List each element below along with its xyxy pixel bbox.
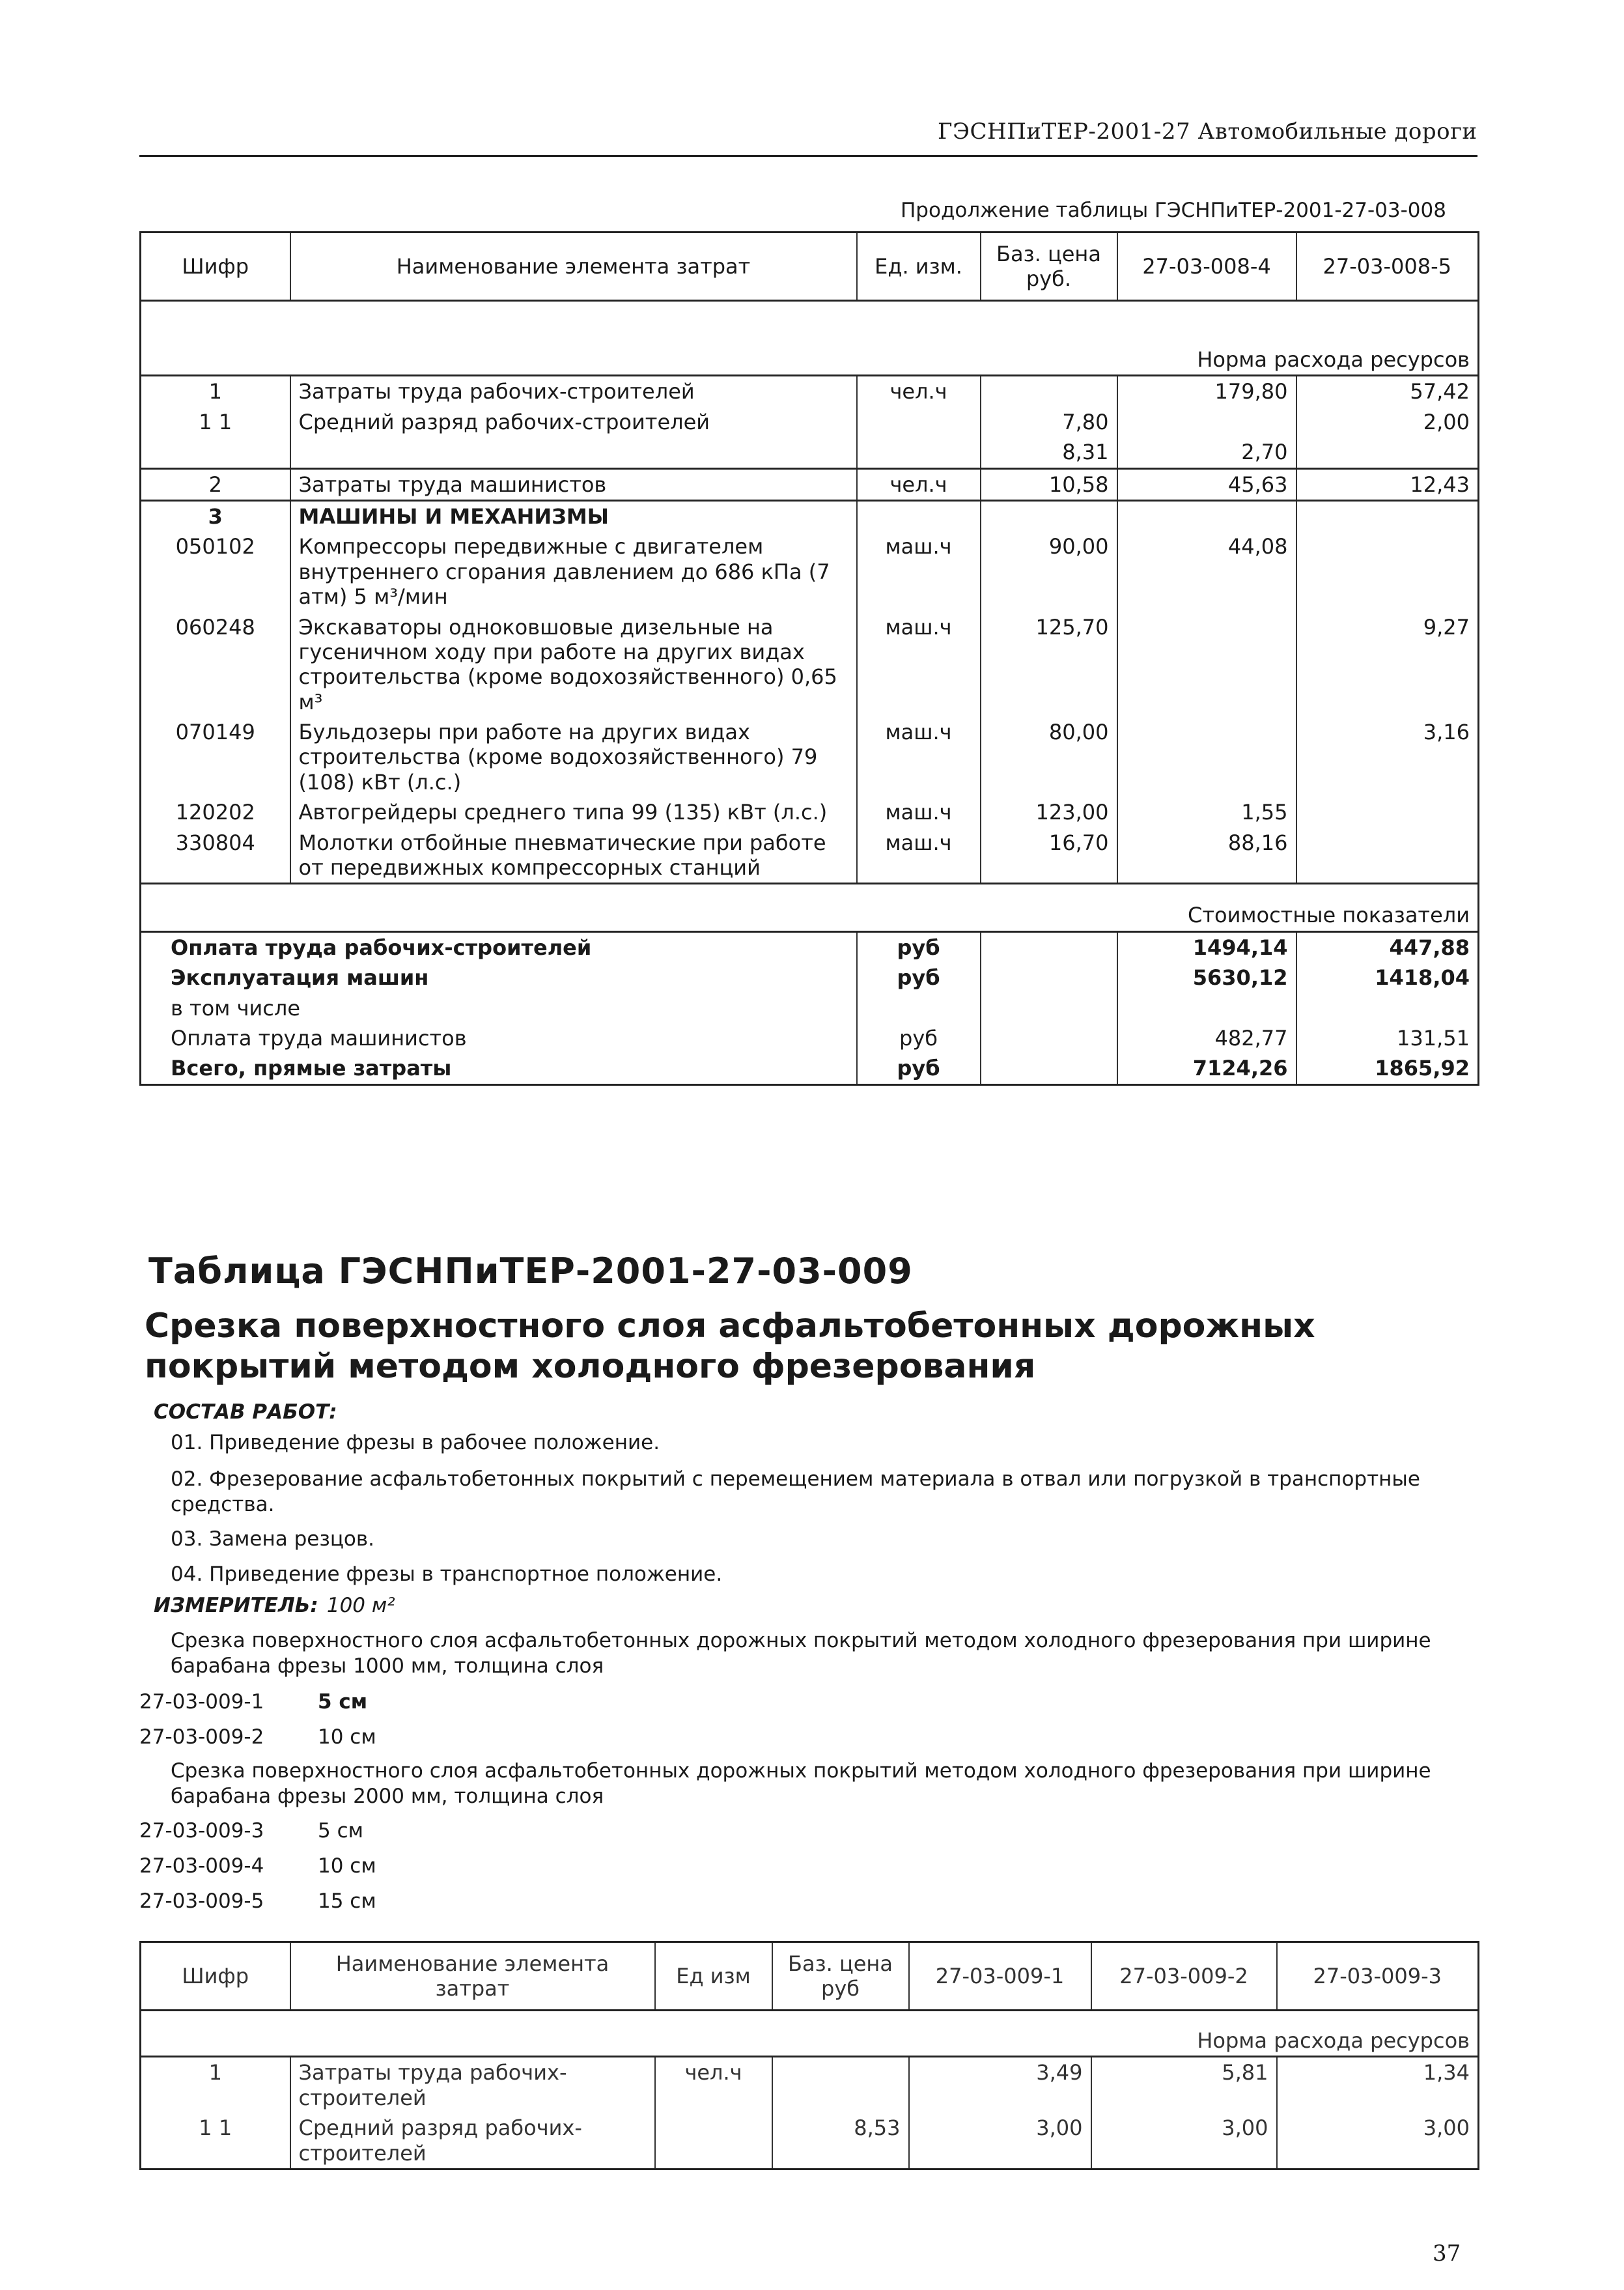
- work-item: 03. Замена резцов.: [171, 1527, 375, 1551]
- work-item: 04. Приведение фрезы в транспортное положение.: [171, 1562, 723, 1586]
- col-unit: Ед изм: [655, 1942, 772, 2011]
- variant-code: 27-03-009-5: [139, 1889, 264, 1913]
- work-item: 01. Приведение фрезы в рабочее положение.: [171, 1431, 660, 1454]
- table-subtitle: Срезка поверхностного слоя асфальтобетонных дорожных покрытий методом холодного фрезерования: [145, 1307, 1315, 1387]
- table-row: 330804 Молотки отбойные пневматические при работе от передвижных компрессорных станций маш.ч 16,70 88,16: [141, 828, 1479, 884]
- description-2: Срезка поверхностного слоя асфальтобетонных дорожных покрытий методом холодного фрезерования при ширине барабана фрезы 2000 мм, толщина слоя: [171, 1759, 1431, 1808]
- table-row: 8,31 2,70: [141, 437, 1479, 468]
- col-price: Баз. цена руб.: [981, 233, 1117, 301]
- col-price: Баз. цена руб: [772, 1942, 909, 2011]
- table-row: 050102 Компрессоры передвижные с двигателем внутреннего сгорания давлением до 686 кПа (7 атм) 5 м³/мин маш.ч 90,00 44,08: [141, 531, 1479, 612]
- col-name: Наименование элемента затрат: [290, 233, 857, 301]
- variant-code: 27-03-009-1: [139, 1690, 264, 1714]
- variant-code: 27-03-009-4: [139, 1854, 264, 1878]
- table-row: 2 Затраты труда машинистов чел.ч 10,58 45,63 12,43: [141, 468, 1479, 500]
- col-v3: 27-03-009-3: [1277, 1942, 1479, 2011]
- col-unit: Ед. изм.: [857, 233, 981, 301]
- page-number: 37: [1433, 2241, 1461, 2267]
- variant-code: 27-03-009-2: [139, 1725, 264, 1749]
- header-rule: [139, 155, 1477, 157]
- table-row: Всего, прямые затраты руб 7124,26 1865,92: [141, 1053, 1479, 1084]
- running-header: ГЭСНПиТЕР-2001-27 Автомобильные дороги: [938, 119, 1477, 145]
- variant-value: 10 см: [318, 1725, 376, 1749]
- section-norma: Норма расхода ресурсов: [1197, 2028, 1470, 2053]
- col-v1: 27-03-008-4: [1117, 233, 1296, 301]
- table-row: 1 1 Средний разряд рабочих-строителей 7,80 2,00: [141, 407, 1479, 437]
- section-norma: Норма расхода ресурсов: [1197, 347, 1470, 372]
- work-item: 02. Фрезерование асфальтобетонных покрытий с перемещением материала в отвал или погрузкой в транспортные средства.: [171, 1467, 1420, 1516]
- table-header-row: [141, 1942, 1479, 2011]
- table-row: 060248 Экскаваторы одноковшовые дизельные на гусеничном ходу при работе на других видах строительства (кроме водохозяйственного) 0,65 м³ маш.ч 125,70 9,27: [141, 612, 1479, 718]
- variant-value: 10 см: [318, 1854, 376, 1878]
- table-header-row: [141, 233, 1479, 301]
- table-row: 3 МАШИНЫ И МЕХАНИЗМЫ: [141, 500, 1479, 531]
- description-1: Срезка поверхностного слоя асфальтобетонных дорожных покрытий методом холодного фрезерования при ширине барабана фрезы 1000 мм, толщина слоя: [171, 1629, 1431, 1678]
- table-27-03-008: [139, 231, 1479, 1086]
- variant-code: 27-03-009-3: [139, 1819, 264, 1843]
- table-row: 1 1 Средний разряд рабочих-строителей 8,53 3,00 3,00 3,00: [141, 2113, 1479, 2169]
- col-code: Шифр: [182, 253, 249, 279]
- table-row: 070149 Бульдозеры при работе на других видах строительства (кроме водохозяйственного) 79 (108) кВт (л.с.) маш.ч 80,00 3,16: [141, 717, 1479, 797]
- variant-value: 5 см: [318, 1690, 368, 1714]
- table-title: Таблица ГЭСНПиТЕР-2001-27-03-009: [148, 1251, 913, 1292]
- table-row: Оплата труда рабочих-строителей руб 1494,14 447,88: [141, 931, 1479, 963]
- col-v2: 27-03-008-5: [1296, 233, 1479, 301]
- measure-value: 100 м²: [326, 1594, 395, 1617]
- col-name: Наименование элемента затрат: [290, 1942, 655, 2011]
- table-row: Эксплуатация машин руб 5630,12 1418,04: [141, 963, 1479, 993]
- variant-value: 5 см: [318, 1819, 364, 1843]
- table-27-03-009: [139, 1941, 1479, 2170]
- work-label: СОСТАВ РАБОТ:: [154, 1400, 337, 1424]
- section-cost: Стоимостные показатели: [1188, 903, 1470, 928]
- table-row: Оплата труда машинистов руб 482,77 131,51: [141, 1023, 1479, 1053]
- table-row: 1 Затраты труда рабочих-строителей чел.ч 3,49 5,81 1,34: [141, 2057, 1479, 2113]
- col-code: Шифр: [182, 1963, 249, 1988]
- continuation-caption: Продолжение таблицы ГЭСНПиТЕР-2001-27-03-008: [901, 199, 1446, 222]
- variant-value: 15 см: [318, 1889, 376, 1913]
- col-v2: 27-03-009-2: [1091, 1942, 1277, 2011]
- table-row: в том числе: [141, 993, 1479, 1023]
- table-row: 1 Затраты труда рабочих-строителей чел.ч 179,80 57,42: [141, 376, 1479, 407]
- col-v1: 27-03-009-1: [909, 1942, 1091, 2011]
- measure-label: ИЗМЕРИТЕЛЬ:: [154, 1594, 318, 1617]
- measure-line: [154, 1593, 395, 1619]
- table-row: 120202 Автогрейдеры среднего типа 99 (135) кВт (л.с.) маш.ч 123,00 1,55: [141, 797, 1479, 827]
